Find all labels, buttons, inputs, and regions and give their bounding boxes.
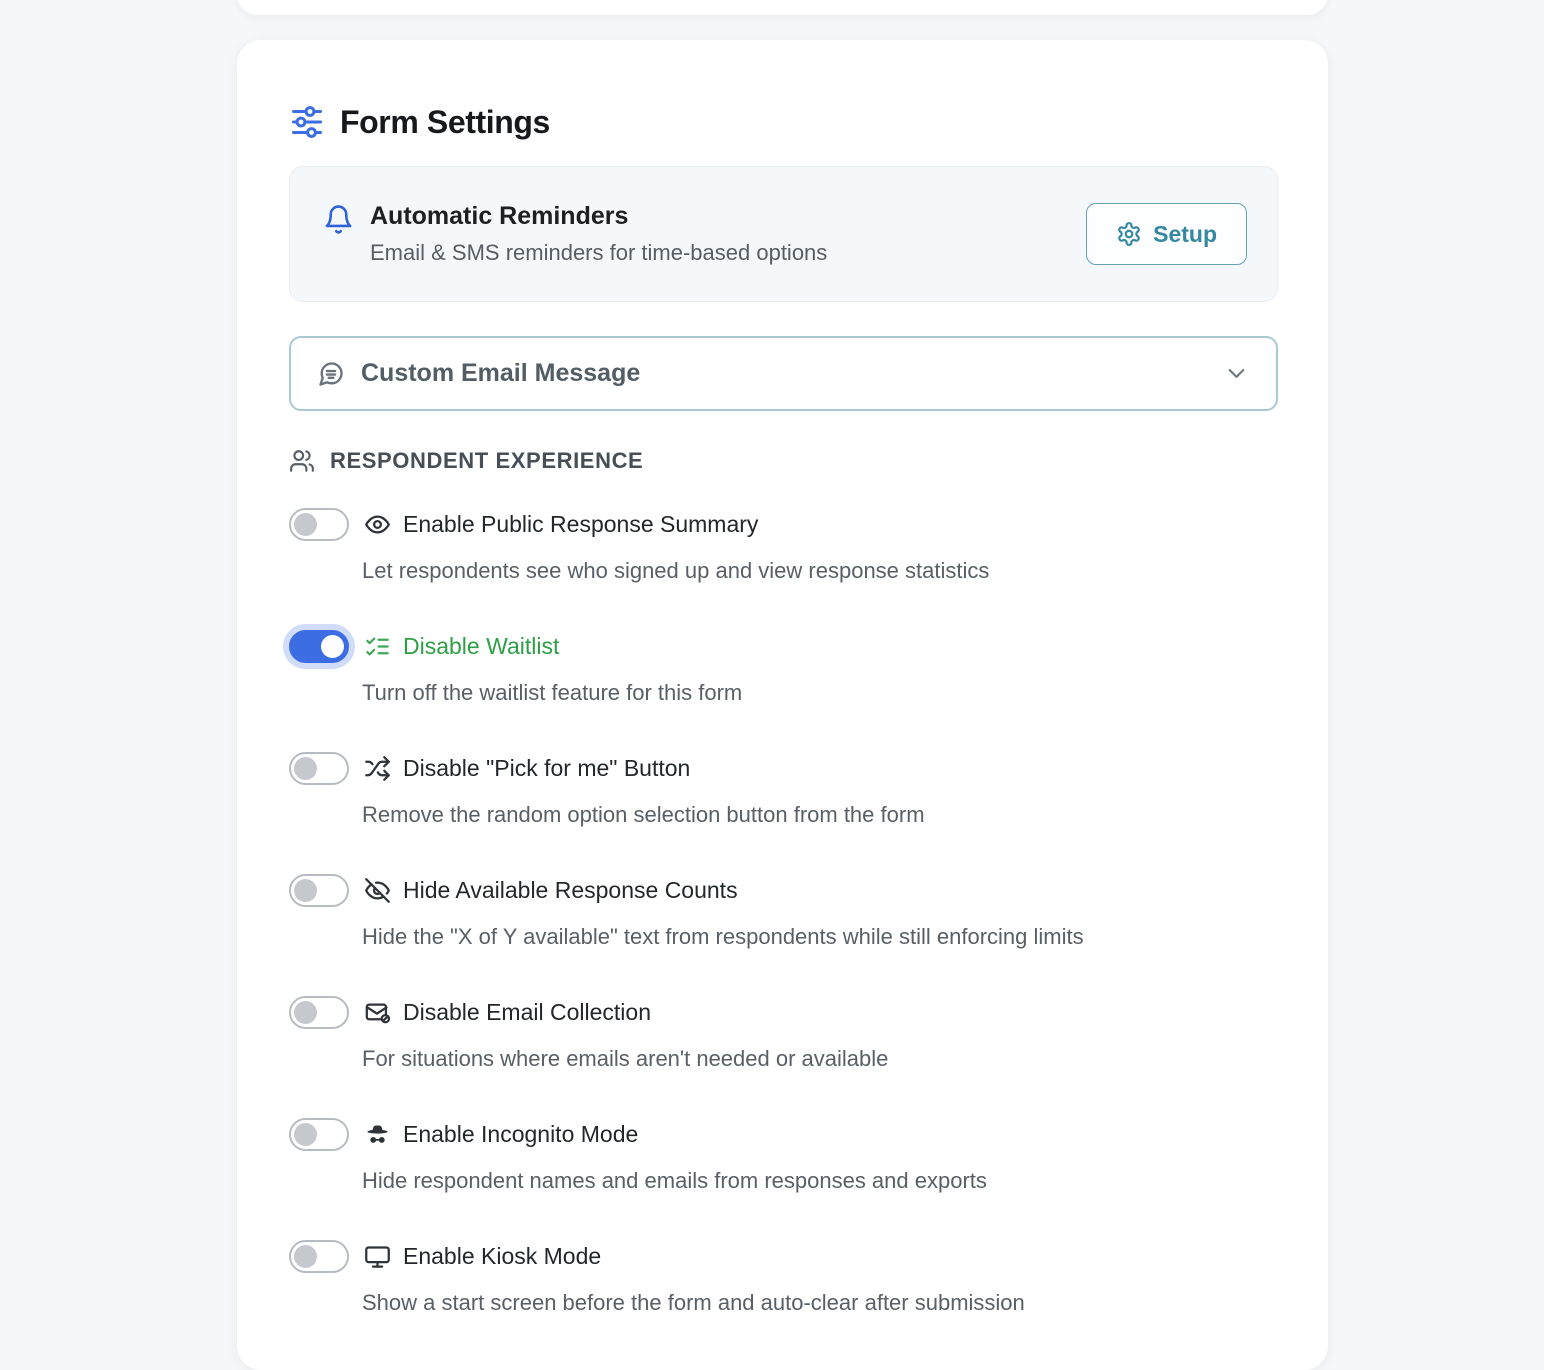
toggle-knob	[321, 635, 344, 658]
toggle-label: Hide Available Response Counts	[403, 877, 738, 903]
list-checks-icon	[364, 633, 391, 660]
respondent-experience-header	[289, 448, 1278, 474]
toggle-row	[289, 508, 1278, 585]
toggle-label: Disable Email Collection	[403, 999, 651, 1025]
toggle-label: Enable Public Response Summary	[403, 511, 759, 537]
sliders-icon	[289, 104, 325, 140]
toggle-row-main	[289, 752, 1278, 785]
toggle-description: Remove the random option selection button from the form	[362, 802, 925, 827]
toggle-description: Hide respondent names and emails from responses and exports	[362, 1168, 987, 1193]
toggle-knob	[294, 1123, 317, 1146]
users-icon	[289, 448, 315, 474]
setup-button[interactable]	[1086, 203, 1247, 265]
toggle-knob	[294, 757, 317, 780]
section-title: RESPONDENT EXPERIENCE	[330, 448, 644, 473]
custom-email-label: Custom Email Message	[361, 359, 641, 387]
page-header	[289, 100, 1278, 144]
toggle-row	[289, 752, 1278, 829]
toggle-switch[interactable]	[289, 1118, 349, 1151]
gear-icon	[1116, 221, 1142, 247]
toggle-rows	[289, 508, 1278, 1317]
toggle-switch[interactable]	[289, 752, 349, 785]
reminders-subtitle: Email & SMS reminders for time-based options	[370, 240, 828, 265]
toggle-knob	[294, 1245, 317, 1268]
toggle-row	[289, 874, 1278, 951]
reminders-title: Automatic Reminders	[370, 202, 629, 230]
toggle-label: Disable Waitlist	[403, 633, 560, 659]
bell-icon	[323, 204, 354, 235]
toggle-description: Let respondents see who signed up and view response statistics	[362, 558, 990, 583]
toggle-switch[interactable]	[289, 1240, 349, 1273]
toggle-row	[289, 630, 1278, 707]
toggle-label: Enable Kiosk Mode	[403, 1243, 602, 1269]
custom-email-message-section[interactable]	[289, 336, 1278, 411]
toggle-knob	[294, 879, 317, 902]
toggle-description: For situations where emails aren't needed or available	[362, 1046, 889, 1071]
toggle-row-main	[289, 996, 1278, 1029]
eye-icon	[364, 511, 391, 538]
shuffle-icon	[364, 755, 391, 782]
toggle-description: Hide the "X of Y available" text from respondents while still enforcing limits	[362, 924, 1084, 949]
toggle-description: Show a start screen before the form and auto-clear after submission	[362, 1290, 1025, 1315]
page-title: Form Settings	[340, 103, 550, 140]
toggle-row-main	[289, 1118, 1278, 1151]
chevron-down-icon	[1223, 360, 1250, 387]
toggle-row	[289, 996, 1278, 1073]
mail-off-icon	[364, 999, 391, 1026]
monitor-icon	[364, 1243, 391, 1270]
setup-button-label: Setup	[1153, 220, 1217, 247]
toggle-switch[interactable]	[289, 508, 349, 541]
toggle-row	[289, 1118, 1278, 1195]
toggle-row-main	[289, 874, 1278, 907]
toggle-switch[interactable]	[289, 630, 349, 663]
toggle-description: Turn off the waitlist feature for this form	[362, 680, 743, 705]
toggle-label: Enable Incognito Mode	[403, 1121, 639, 1147]
toggle-row-main	[289, 630, 1278, 663]
toggle-switch[interactable]	[289, 996, 349, 1029]
message-icon	[317, 360, 345, 388]
toggle-switch[interactable]	[289, 874, 349, 907]
form-settings-card	[237, 40, 1328, 1370]
toggle-row	[289, 1240, 1278, 1317]
toggle-label: Disable "Pick for me" Button	[403, 755, 691, 781]
previous-card-edge	[237, 0, 1328, 15]
eye-off-icon	[364, 877, 391, 904]
toggle-knob	[294, 513, 317, 536]
toggle-row-main	[289, 508, 1278, 541]
incognito-icon	[364, 1121, 391, 1148]
toggle-knob	[294, 1001, 317, 1024]
automatic-reminders-info	[323, 202, 827, 266]
automatic-reminders-card	[289, 166, 1278, 302]
toggle-row-main	[289, 1240, 1278, 1273]
